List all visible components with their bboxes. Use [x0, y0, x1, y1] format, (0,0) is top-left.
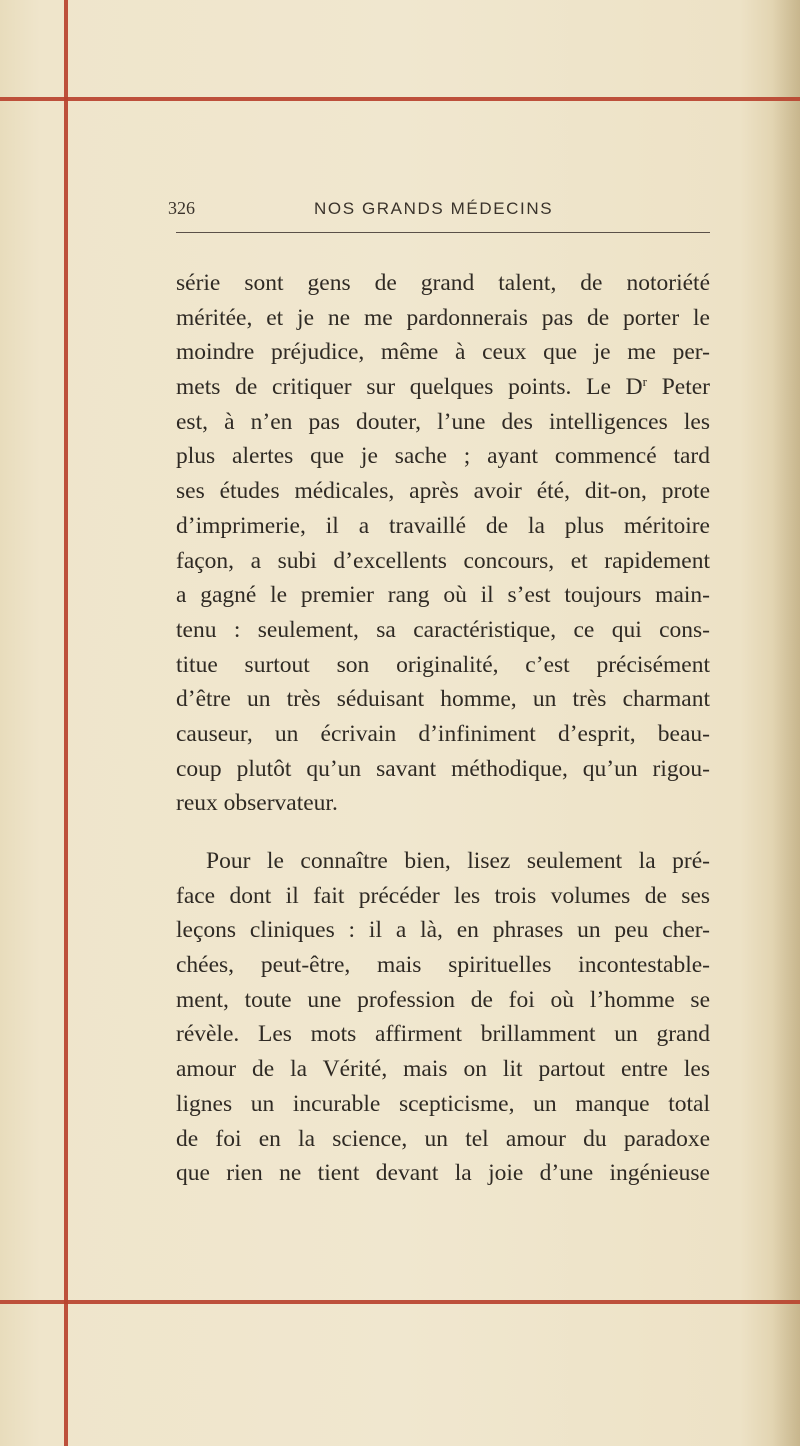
text-line: amour de la Vérité, mais on lit partout entre les	[176, 1056, 710, 1083]
text-line: d’être un très séduisant homme, un très charmant	[176, 686, 710, 713]
text-fragment: Peter	[646, 374, 710, 401]
margin-rule-bottom	[0, 1300, 800, 1304]
text-line: lignes un incurable scepticisme, un manque total	[176, 1090, 710, 1117]
body-text	[176, 266, 710, 1191]
text-line: tenu : seulement, sa caractéristique, ce qui cons-	[176, 616, 710, 643]
paragraph-gap	[176, 821, 710, 844]
text-line: façon, a subi d’excellents concours, et rapidement	[176, 547, 710, 574]
page-number: 326	[168, 198, 195, 218]
text-line: révèle. Les mots affirment brillamment un grand	[176, 1021, 710, 1048]
header-rule	[176, 232, 710, 233]
text-line: d’imprimerie, il a travaillé de la plus méritoire	[176, 512, 710, 539]
text-line: moindre préjudice, même à ceux que je me per-	[176, 339, 710, 366]
text-line: reux observateur.	[176, 790, 338, 817]
text-line: ses études médicales, après avoir été, dit-on, prote	[176, 478, 710, 505]
text-line: a gagné le premier rang où il s’est toujours main-	[176, 582, 710, 609]
text-line: Pour le connaître bien, lisez seulement la pré-	[206, 848, 710, 874]
page-header	[168, 198, 710, 222]
text-line: est, à n’en pas douter, l’une des intelligences les	[176, 408, 710, 435]
text-line: titue surtout son originalité, c’est précisément	[176, 651, 710, 678]
text-line: série sont gens de grand talent, de notoriété	[176, 270, 710, 296]
text-line: leçons cliniques : il a là, en phrases un peu cher-	[176, 917, 710, 944]
text-fragment: mets de critiquer sur quelques points. Le D	[176, 374, 643, 401]
text-line: causeur, un écrivain d’infiniment d’esprit, beau-	[176, 720, 710, 747]
text-line	[176, 370, 710, 405]
text-line: coup plutôt qu’un savant méthodique, qu’un rigou-	[176, 755, 710, 782]
text-line: méritée, et je ne me pardonnerais pas de porter le	[176, 304, 710, 331]
running-head: NOS GRANDS MÉDECINS	[314, 199, 554, 218]
margin-rule-vertical	[64, 0, 68, 1446]
text-line: chées, peut-être, mais spirituelles incontestable-	[176, 952, 710, 979]
dr-superscript: r	[642, 374, 647, 390]
text-line: de foi en la science, un tel amour du paradoxe	[176, 1125, 710, 1152]
text-line: plus alertes que je sache ; ayant commencé tard	[176, 443, 710, 470]
text-line: ment, toute une profession de foi où l’homme se	[176, 986, 710, 1013]
page-edge-shadow	[772, 0, 800, 1446]
text-line: que rien ne tient devant la joie d’une ingénieuse	[176, 1160, 710, 1187]
text-line: face dont il fait précéder les trois volumes de ses	[176, 882, 710, 909]
margin-rule-top	[0, 97, 800, 101]
